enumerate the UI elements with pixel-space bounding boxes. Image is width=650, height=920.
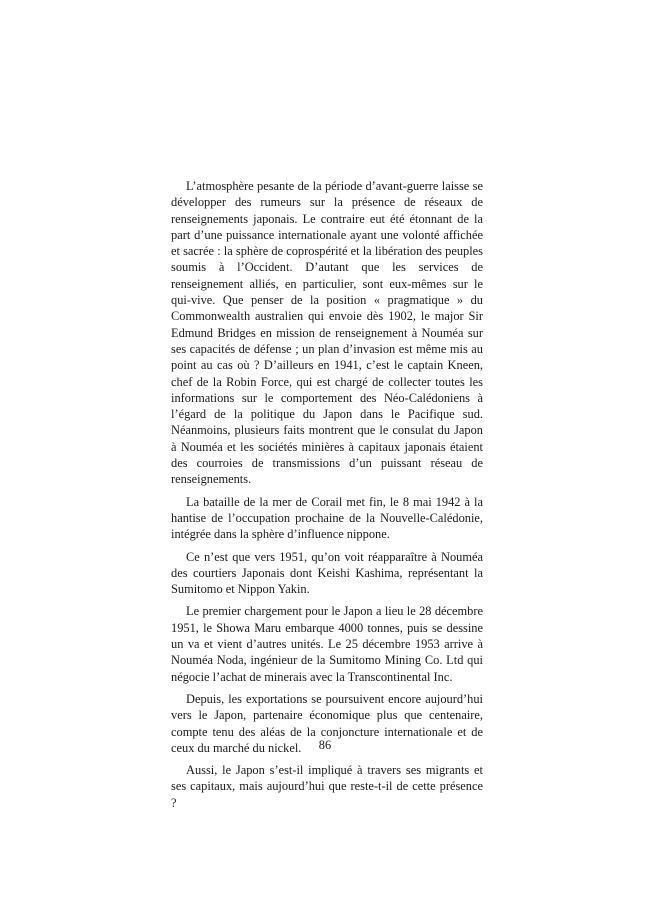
page-number: 86 <box>318 738 332 752</box>
paragraph-6: Aussi, le Japon s’est-il impliqué à travers ses migrants et ses capitaux, mais aujourd’hui que reste-t-il de cette présence ? <box>171 763 483 810</box>
paragraph-5: Depuis, les exportations se poursuivent encore aujourd’hui vers le Japon, partenaire économique plus que centenaire, compte tenu des aléas de la conjoncture internationale et de ceux du marché du nickel. <box>171 691 483 755</box>
paragraph-2: La bataille de la mer de Corail met fin, le 8 mai 1942 à la hantise de l’occupation prochaine de la Nouvelle-Calédonie, intégrée dans la sphère d’influence nippone. <box>171 494 483 542</box>
body-text <box>171 178 483 811</box>
paragraph-4: Le premier chargement pour le Japon a lieu le 28 décembre 1951, le Showa Maru embarque 4000 tonnes, puis se dessine un va et vient d’autres unités. Le 25 décembre 1953 arrive à Nouméa Noda, ingénieur de la Sumitomo Mining Co. Ltd qui négocie l’achat de minerais avec la Transcontinental Inc. <box>171 604 483 684</box>
paragraph-3: Ce n’est que vers 1951, qu’on voit réapparaître à Nouméa des courtiers Japonais dont Keishi Kashima, représentant la Sumitomo et Nippon Yakin. <box>171 549 483 597</box>
paragraph-1: L’atmosphère pesante de la période d’avant-guerre laisse se développer des rumeurs sur la présence de réseaux de renseignements japonais. Le contraire eut été étonnant de la part d’une puissance internationale ayant une volonté affichée et sacrée : la sphère de coprospérité et la libération des peuples soumis à l’Occident. D’autant que les services de renseignement alliés, en particulier, sont eux-mêmes sur le qui-vive. Que penser de la position « pragmatique » du Commonwealth australien qui envoie dès 1902, le major Sir Edmund Bridges en mission de renseignement à Nouméa sur ses capacités de défense ; un plan d’invasion est même mis au point au cas où ? D’ailleurs en 1941, c’est le captain Kneen, chef de la Robin Force, qui est chargé de collecter toutes les informations sur le comportement des Néo-Calédoniens à l’égard de la politique du Japon dans le Pacifique sud. Néanmoins, plusieurs faits montrent que le consulat du Japon à Nouméa et les sociétés minières à capitaux japonais étaient des courroies de transmissions d’un puissant réseau de renseignements. <box>171 179 483 487</box>
